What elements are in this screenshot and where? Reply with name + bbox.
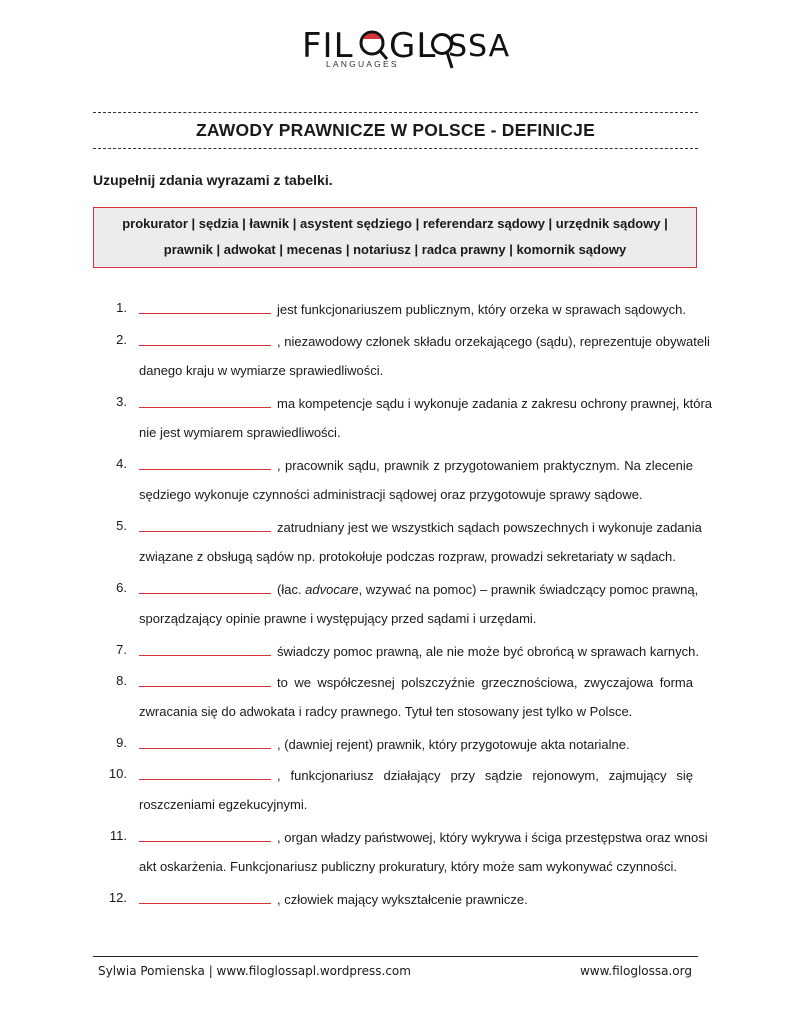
item-text: (łac. advocare, wzywać na pomoc) – prawnik świadczący pomoc prawną, [277, 582, 699, 597]
item-text-continued: sporządzający opinie prawne i występujący przed sądami i urzędami. [139, 611, 537, 626]
item-number: 6. [116, 580, 127, 595]
footer-website: www.filoglossa.org [579, 964, 692, 978]
answer-blank[interactable] [139, 890, 271, 904]
answer-blank[interactable] [139, 766, 271, 780]
item-text-continued: związane z obsługą sądów np. protokołuje podczas rozpraw, prowadzi sekretariaty w sądach. [139, 549, 676, 564]
item-number: 12. [108, 890, 127, 905]
item-number: 10. [108, 766, 127, 781]
item-number: 5. [116, 518, 127, 533]
answer-blank[interactable] [139, 642, 271, 656]
list-item [139, 890, 528, 907]
item-number: 4. [116, 456, 127, 471]
item-text: , (dawniej rejent) prawnik, który przygotowuje akta notarialne. [277, 737, 630, 752]
word-bank-box [93, 207, 697, 268]
list-item [139, 735, 630, 752]
item-number: 7. [116, 642, 127, 657]
item-text-continued: roszczeniami egzekucyjnymi. [139, 797, 308, 812]
item-number: 2. [116, 332, 127, 347]
answer-blank[interactable] [139, 673, 271, 687]
item-number: 1. [116, 300, 127, 315]
list-item [139, 673, 693, 690]
footer-author: Sylwia Pomienska | www.filoglossapl.wordpress.com [98, 964, 411, 978]
answer-blank[interactable] [139, 580, 271, 594]
instruction-text: Uzupełnij zdania wyrazami z tabelki. [93, 172, 333, 188]
item-text: jest funkcjonariuszem publicznym, który orzeka w sprawach sądowych. [277, 302, 686, 317]
list-item [139, 828, 708, 845]
list-item [139, 580, 699, 597]
item-text: , człowiek mający wykształcenie prawnicze. [277, 892, 528, 907]
answer-blank[interactable] [139, 518, 271, 532]
item-text: świadczy pomoc prawną, ale nie może być obrońcą w sprawach karnych. [277, 644, 699, 659]
item-number: 11. [109, 828, 127, 843]
list-item [139, 642, 699, 659]
item-text: to we współczesnej polszczyźnie grzecznościowa, zwyczajowa forma [277, 675, 693, 690]
item-text: , pracownik sądu, prawnik z przygotowaniem praktycznym. Na zlecenie [277, 458, 693, 473]
item-text-continued: danego kraju w wymiarze sprawiedliwości. [139, 363, 384, 378]
item-text: , funkcjonariusz działający przy sądzie rejonowym, zajmujący się [277, 768, 693, 783]
logo-text-right: SSA [448, 29, 511, 64]
title-divider-bottom [93, 148, 698, 149]
word-bank-line: prawnik | adwokat | mecenas | notariusz | radca prawny | komornik sądowy [163, 242, 627, 257]
item-text: zatrudniany jest we wszystkich sądach powszechnych i wykonuje zadania [277, 520, 702, 535]
list-item [139, 300, 686, 317]
item-number: 9. [116, 735, 127, 750]
item-text-continued: akt oskarżenia. Funkcjonariusz publiczny prokuratury, który może sam wykonywać czynności. [139, 859, 678, 874]
answer-blank[interactable] [139, 300, 271, 314]
page-title: ZAWODY PRAWNICZE W POLSCE - DEFINICJE [196, 120, 595, 140]
answer-blank[interactable] [139, 332, 271, 346]
list-item [139, 332, 710, 349]
answer-blank[interactable] [139, 456, 271, 470]
list-item [139, 518, 702, 535]
item-text-continued: sędziego wykonuje czynności administracji sądowej oraz przygotowuje sprawy sądowe. [139, 487, 643, 502]
item-text-continued: nie jest wymiarem sprawiedliwości. [139, 425, 341, 440]
filoglossa-logo [302, 26, 511, 78]
item-text: , organ władzy państwowej, który wykrywa i ściga przestępstwa oraz wnosi [277, 830, 708, 845]
logo-subtitle: LANGUAGES [326, 59, 399, 69]
footer-divider [93, 956, 698, 957]
list-item [139, 456, 693, 473]
logo-text-middle: GL [389, 26, 437, 66]
list-item [139, 394, 713, 411]
title-divider-top [93, 112, 698, 113]
list-item [139, 766, 693, 783]
answer-blank[interactable] [139, 735, 271, 749]
logo-text-left: FIL [302, 26, 354, 66]
word-bank-line: prokurator | sędzia | ławnik | asystent sędziego | referendarz sądowy | urzędnik sądowy | [122, 216, 668, 231]
logo-magnifier-icon [359, 30, 389, 62]
answer-blank[interactable] [139, 394, 271, 408]
item-text: , niezawodowy członek składu orzekającego (sądu), reprezentuje obywateli [277, 334, 710, 349]
item-text: ma kompetencje sądu i wykonuje zadania z zakresu ochrony prawnej, która [277, 396, 713, 411]
item-text-continued: zwracania się do adwokata i radcy prawnego. Tytuł ten stosowany jest tylko w Polsce. [139, 704, 633, 719]
item-number: 8. [116, 673, 127, 688]
answer-blank[interactable] [139, 828, 271, 842]
item-number: 3. [116, 394, 127, 409]
